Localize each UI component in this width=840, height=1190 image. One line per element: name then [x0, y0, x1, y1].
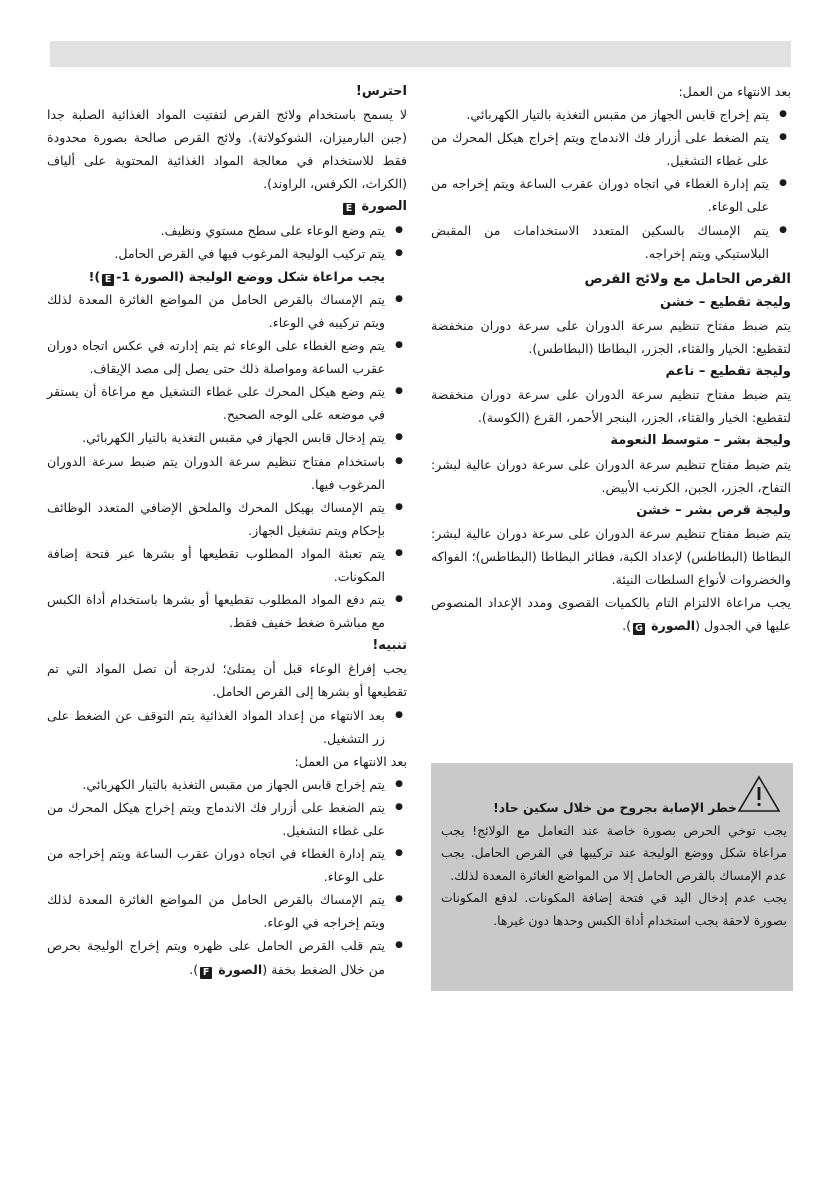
usage-steps	[47, 219, 407, 635]
list-item: ● يتم الضغط على أزرار فك الاندماج ويتم إخراج هيكل المحرك من على غطاء التشغيل.	[431, 126, 791, 172]
section-title: القرص الحامل مع ولائج القرص	[584, 270, 791, 287]
figure-e-icon: E	[102, 274, 114, 286]
insert-title: وليجة قرص بشر – خشن	[636, 502, 791, 518]
after-work-intro: بعد الانتهاء من العمل:	[294, 753, 407, 769]
caution-title: احترس!	[355, 84, 407, 99]
after-work-steps	[431, 103, 791, 265]
header-bar	[50, 41, 791, 67]
list-item: ● يتم الإمساك بهيكل المحرك والملحق الإضافي المتعدد الوظائف بإحكام ويتم تشغيل الجهاز.	[47, 496, 407, 542]
note-text: يجب إفراغ الوعاء قبل أن يمتلئ؛ لدرجة أن تصل المواد التي تم تقطيعها أو بشرها إلى القرص الحامل.	[47, 661, 407, 700]
warning-text: يجب توخي الحرص بصورة خاصة عند التعامل مع الولائج! يجب مراعاة شكل ووضع الوليجة عند تركيبها في القرص الحامل. يجب عدم الإمساك بالقرص الحامل إلا من المواضع الغائرة المعدة لذلك.	[441, 822, 787, 883]
list-item: ● يتم إدخال قابس الجهاز في مقبس التغذية بالتيار الكهربائي.	[47, 426, 407, 449]
list-item: ● يتم وضع الغطاء على الوعاء ثم يتم إدارته في عكس اتجاه دوران عقرب الساعة ومواصلة ذلك حتى يصل إلى مصد الإيقاف.	[47, 334, 407, 380]
warning-title: خطر الإصابة بجروح من خلال سكين حاد!	[493, 800, 737, 815]
figure-g-icon: G	[633, 623, 645, 635]
list-item: ● يتم إدارة الغطاء في اتجاه دوران عقرب الساعة ويتم إخراجه من على الوعاء.	[47, 842, 407, 888]
list-item: ● يتم الإمساك بالقرص الحامل من المواضع الغائرة المعدة لذلك ويتم إخراجه في الوعاء.	[47, 888, 407, 934]
warning-text: يجب عدم إدخال اليد في فتحة إضافة المكونات. لدفع المكونات بصورة لاحقة يجب استخدام أداة الكبس وحدها دون غيرها.	[441, 890, 787, 928]
figure-e-icon: E	[343, 203, 355, 215]
insert-text: يتم ضبط مفتاح تنظيم سرعة الدوران على سرعة دوران عالية لبشر: التفاح، الجزر، الجبن، الكرنب الأبيض.	[431, 456, 791, 495]
caution-text: لا يسمح باستخدام ولائج القرص لتفتيت المواد الغذائية الصلبة جدا (جبن البارميزان، الشوكولاتة). ولائج القرص صالحة بصورة محدودة فقط للاستخدام في معالجة المواد الغذائية المحتوية على ألياف (الكراث، الكرفس، الراوند).	[47, 107, 407, 192]
after-work-steps	[47, 773, 407, 981]
left-column	[47, 80, 407, 981]
list-item: ● بعد الانتهاء من إعداد المواد الغذائية يتم التوقف عن الضغط على زر التشغيل.	[47, 704, 407, 750]
insert-text: يتم ضبط مفتاح تنظيم سرعة الدوران على سرعة دوران عالية لبشر: البطاطا (البطاطس) لإعداد الكبة، فطائر البطاطا (البطاطس)؛ الفواكه والخضروات لأنواع السلطات النيئة.	[431, 525, 791, 587]
list-item: ● يتم الإمساك بالسكين المتعدد الاستخدامات من المقبض البلاستيكي ويتم إخراجه.	[431, 219, 791, 265]
after-work-intro: بعد الانتهاء من العمل:	[678, 84, 791, 99]
list-item: ● يتم إدارة الغطاء في اتجاه دوران عقرب الساعة ويتم إخراجه من على الوعاء.	[431, 172, 791, 218]
list-item: ● يتم الإمساك بالقرص الحامل من المواضع الغائرة المعدة لذلك ويتم تركيبه في الوعاء.	[47, 288, 407, 334]
list-item: ● يتم تركيب الوليجة المرغوب فيها في القرص الحامل. يجب مراعاة شكل ووضع الوليجة (الصورة 1-E)!	[47, 242, 407, 288]
note-steps	[47, 704, 407, 750]
insert-title: وليجة بشر – متوسط النعومة	[610, 433, 791, 449]
note-title: تنبيه!	[372, 638, 407, 654]
list-item: ● يتم إخراج قابس الجهاز من مقبس التغذية بالتيار الكهربائي.	[431, 103, 791, 126]
figure-heading: الصورة E	[47, 195, 407, 218]
closing-note: يجب مراعاة الالتزام التام بالكميات القصوى ومدد الإعداد المنصوص عليها في الجدول (الصورة G).	[431, 595, 791, 635]
list-item: ● يتم دفع المواد المطلوب تقطيعها أو بشرها باستخدام أداة الكبس مع مباشرة ضغط خفيف فقط.	[47, 588, 407, 634]
list-item: ● يتم قلب القرص الحامل على ظهره ويتم إخراج الوليجة بحرص من خلال الضغط بخفة (الصورة F).	[47, 934, 407, 980]
list-item: ● باستخدام مفتاح تنظيم سرعة الدوران يتم ضبط سرعة الدوران المرغوب فيها.	[47, 450, 407, 496]
warning-box	[431, 763, 793, 991]
list-item: ● يتم وضع الوعاء على سطح مستوي ونظيف.	[47, 219, 407, 242]
list-item: ● يتم إخراج قابس الجهاز من مقبس التغذية بالتيار الكهربائي.	[47, 773, 407, 796]
list-item: ● يتم وضع هيكل المحرك على غطاء التشغيل مع مراعاة أن يستقر في موضعه على الوجه الصحيح.	[47, 380, 407, 426]
figure-f-icon: F	[200, 967, 212, 979]
list-item: ● يتم تعبئة المواد المطلوب تقطيعها أو بشرها عبر فتحة إضافة المكونات.	[47, 542, 407, 588]
insert-title: وليجة تقطيع – ناعم	[665, 364, 791, 380]
list-item: ● يتم الضغط على أزرار فك الاندماج ويتم إخراج هيكل المحرك من على غطاء التشغيل.	[47, 796, 407, 842]
warning-header	[441, 775, 787, 820]
insert-title: وليجة تقطيع – خشن	[660, 294, 791, 310]
right-column	[431, 80, 791, 637]
warning-triangle-icon	[737, 775, 781, 813]
insert-text: يتم ضبط مفتاح تنظيم سرعة الدوران على سرعة دوران منخفضة لتقطيع: الخيار والقثاء، الجزر، البطاطا (البطاطس).	[431, 317, 791, 357]
insert-text: يتم ضبط مفتاح تنظيم سرعة الدوران على سرعة دوران منخفضة لتقطيع: الخيار والقثاء، الجزر، البنجر الأحمر، القرع (الكوسة).	[431, 387, 791, 426]
